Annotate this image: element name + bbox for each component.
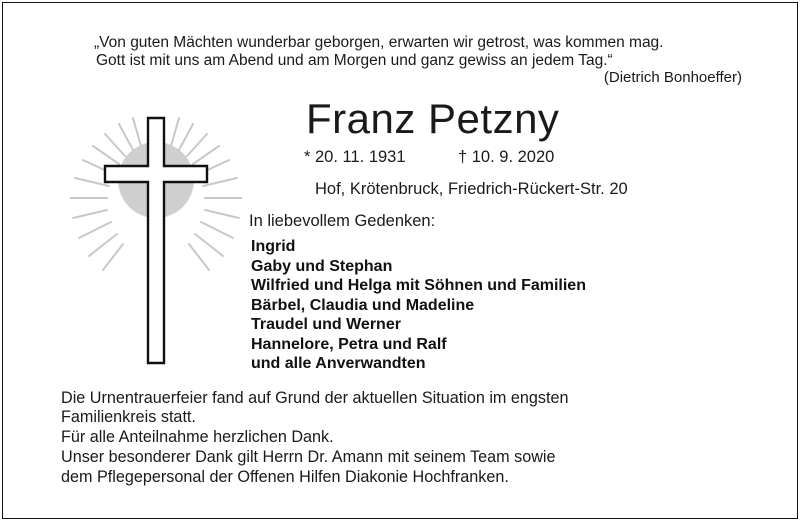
mourner-item: Gaby und Stephan <box>251 257 393 275</box>
closing-line-5: dem Pflegepersonal der Offenen Hilfen Diakonie Hochfranken. <box>61 468 509 486</box>
mourner-item: Wilfried und Helga mit Söhnen und Familien <box>251 277 586 294</box>
closing-line-3: Für alle Anteilnahme herzlichen Dank. <box>61 428 334 446</box>
address: Hof, Krötenbruck, Friedrich-Rückert-Str. 20 <box>315 180 628 198</box>
memorial-intro: In liebevollem Gedenken: <box>249 212 436 230</box>
birth-date: * 20. 11. 1931 <box>304 148 406 166</box>
closing-line-2: Familienkreis statt. <box>61 408 196 426</box>
death-date: † 10. 9. 2020 <box>458 148 555 166</box>
closing-line-1: Die Urnentrauerfeier fand auf Grund der aktuellen Situation im engsten <box>61 389 569 407</box>
obituary-notice <box>2 2 798 519</box>
mourner-item: Hannelore, Petra und Ralf <box>251 335 447 353</box>
quote-line-1: „Von guten Mächten wunderbar geborgen, erwarten wir getrost, was kommen mag. <box>94 34 664 51</box>
quote-author: (Dietrich Bonhoeffer) <box>603 69 742 86</box>
deceased-name: Franz Petzny <box>306 95 560 142</box>
quote-line-2: Gott ist mit uns am Abend und am Morgen und ganz gewiss an jedem Tag.“ <box>96 52 613 69</box>
mourner-item: Bärbel, Claudia und Madeline <box>251 296 475 314</box>
cross-shape <box>105 118 207 363</box>
mourner-item: Ingrid <box>251 238 296 255</box>
mourner-item: Traudel und Werner <box>251 316 401 333</box>
mourner-item: und alle Anverwandten <box>251 355 426 372</box>
mourners-list <box>251 237 586 374</box>
cross-with-rays-icon <box>61 98 251 368</box>
closing-line-4: Unser besonderer Dank gilt Herrn Dr. Amann mit seinem Team sowie <box>61 448 556 466</box>
